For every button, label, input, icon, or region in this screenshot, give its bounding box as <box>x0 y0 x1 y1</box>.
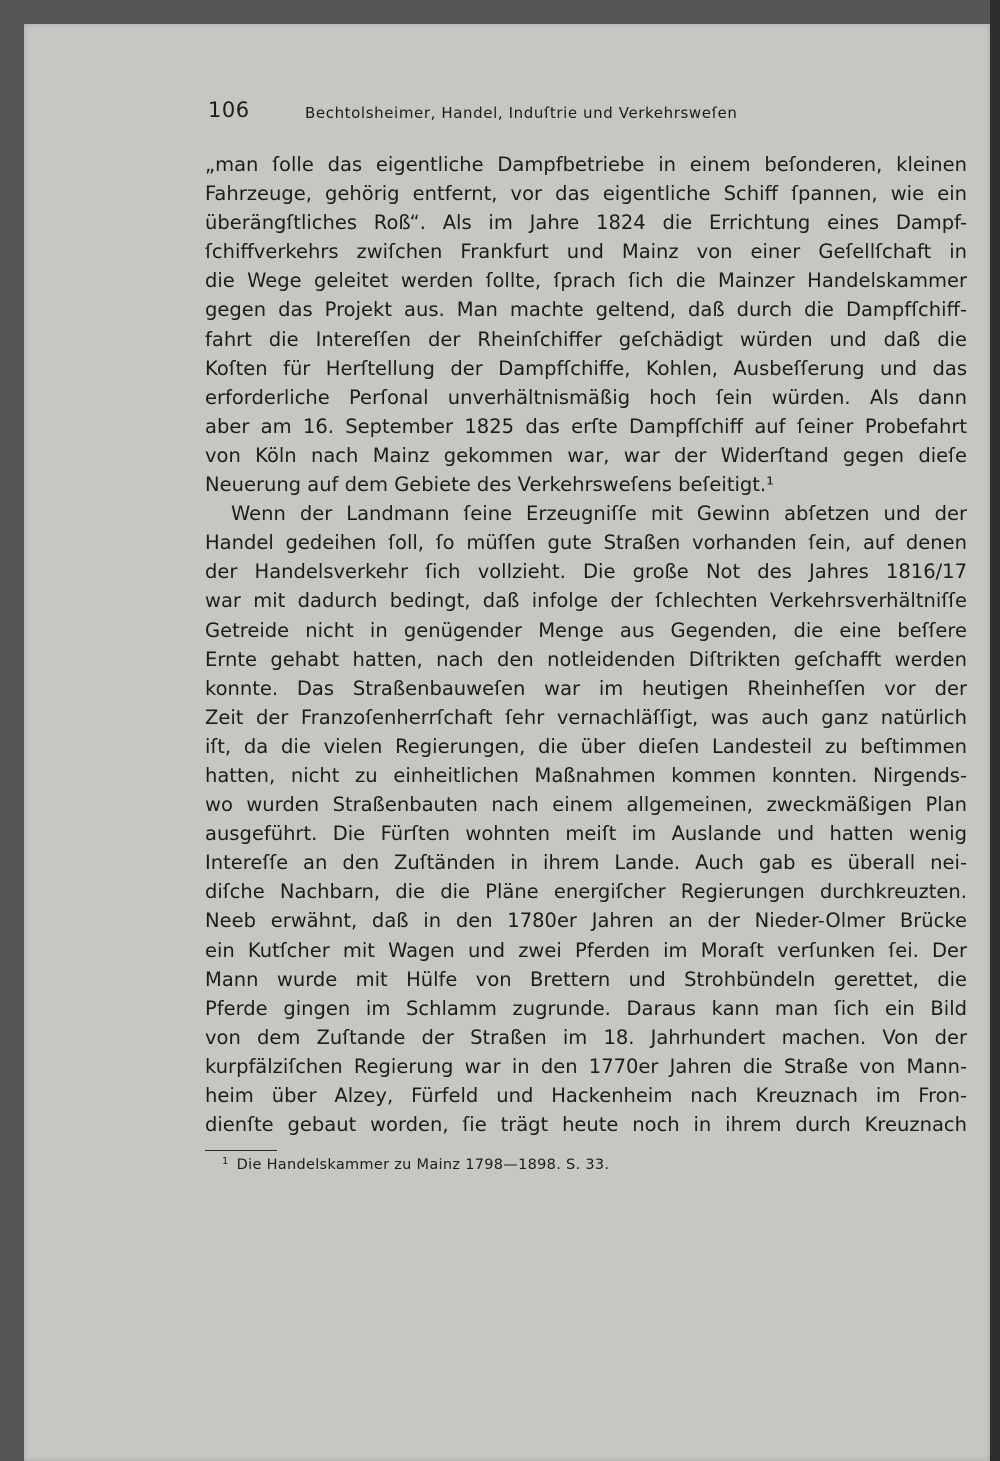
text-line: von dem Zuſtande der Straßen im 18. Jahrhundert machen. Von der <box>205 1025 967 1049</box>
text-line: gegen das Projekt aus. Man machte geltend, daß durch die Dampfſchiff- <box>205 298 967 322</box>
footnote-mark: 1 <box>222 1156 229 1167</box>
paragraph-end-line: Neuerung auf dem Gebiete des Verkehrsweſens beſeitigt.¹ <box>205 473 774 497</box>
text-line: Neeb erwähnt, daß in den 1780er Jahren an der Nieder-Olmer Brücke <box>205 909 967 933</box>
page-number: 106 <box>208 98 250 122</box>
text-line: heim über Alzey, Fürfeld und Hackenheim nach Kreuznach im Fron- <box>205 1084 967 1107</box>
running-head: Bechtolsheimer, Handel, Induſtrie und Verkehrsweſen <box>305 104 738 122</box>
text-line: der Handelsverkehr ſich vollzieht. Die große Not des Jahres 1816/17 <box>205 560 967 584</box>
text-line: von Köln nach Mainz gekommen war, war der Widerſtand gegen dieſe <box>205 443 967 467</box>
text-line: ein Kutſcher mit Wagen und zwei Pferden im Moraſt verſunken ſei. Der <box>205 938 967 962</box>
text-line: Ernte gehabt hatten, nach den notleidenden Diſtrikten geſchafft werden <box>205 647 967 671</box>
text-line: die Wege geleitet werden ſollte, ſprach ſich die Mainzer Handelskammer <box>205 269 967 293</box>
text-line: kurpfälziſchen Regierung war in den 1770er Jahren die Straße von Mann- <box>205 1054 967 1078</box>
text-line: „man ſolle das eigentliche Dampfbetriebe in einem beſonderen, kleinen <box>205 153 967 176</box>
paragraph-start-line: Wenn der Landmann ſeine Erzeugniſſe mit Gewinn abſetzen und der <box>231 502 967 526</box>
text-line: aber am 16. September 1825 das erſte Dampfſchiff auf ſeiner Probefahrt <box>205 414 967 438</box>
text-line: ausgeführt. Die Fürſten wohnten meiſt im Auslande und hatten wenig <box>205 822 967 846</box>
text-line: war mit dadurch bedingt, daß infolge der ſchlechten Verkehrsverhältniſſe <box>205 589 967 613</box>
text-line: Getreide nicht in genügender Menge aus Gegenden, die eine beſſere <box>205 618 967 642</box>
text-line: Koſten für Herſtellung der Dampfſchiffe, Kohlen, Ausbeſſerung und das <box>205 356 967 380</box>
text-line: diſche Nachbarn, die die Pläne energiſcher Regierungen durchkreuzten. <box>205 880 967 904</box>
text-line: Zeit der Franzoſenherrſchaft ſehr vernachläſſigt, was auch ganz natürlich <box>205 705 967 729</box>
text-line: Pferde gingen im Schlamm zugrunde. Daraus kann man ſich ein Bild <box>205 996 967 1020</box>
text-line: überängſtliches Roß“. Als im Jahre 1824 die Errichtung eines Dampf- <box>205 211 967 235</box>
text-line: erforderliche Perſonal unverhältnismäßig hoch ſein würden. Als dann <box>205 385 967 409</box>
scanner-edge <box>990 0 1000 1461</box>
text-line: iſt, da die vielen Regierungen, die über dieſen Landesteil zu beſtimmen <box>205 734 967 758</box>
text-line: Handel gedeihen ſoll, ſo müſſen gute Straßen vorhanden ſein, auf denen <box>205 531 967 555</box>
text-line: dienſte gebaut worden, ſie trägt heute noch in ihrem durch Kreuznach <box>205 1113 967 1137</box>
footnote-divider <box>205 1150 277 1151</box>
text-line: ſchiffverkehrs zwiſchen Frankfurt und Mainz von einer Geſellſchaft in <box>205 240 967 264</box>
footnote-text: Die Handelskammer zu Mainz 1798—1898. S. 33. <box>236 1157 610 1173</box>
text-line: Fahrzeuge, gehörig entfernt, vor das eigentliche Schiff ſpannen, wie ein <box>205 182 967 206</box>
text-line: hatten, nicht zu einheitlichen Maßnahmen kommen konnten. Nirgends- <box>205 763 967 787</box>
footnote <box>222 1157 609 1173</box>
body-text <box>205 150 967 1139</box>
text-line: Mann wurde mit Hülfe von Brettern und Strohbündeln gerettet, die <box>205 967 967 991</box>
text-line: Intereſſe an den Zuſtänden in ihrem Lande. Auch gab es überall nei- <box>205 851 967 875</box>
text-line: konnte. Das Straßenbauweſen war im heutigen Rheinheſſen vor der <box>205 676 967 700</box>
text-line: fahrt die Intereſſen der Rheinſchiffer geſchädigt würden und daß die <box>205 327 967 351</box>
text-line: wo wurden Straßenbauten nach einem allgemeinen, zweckmäßigen Plan <box>205 793 967 817</box>
page-header <box>208 96 968 130</box>
